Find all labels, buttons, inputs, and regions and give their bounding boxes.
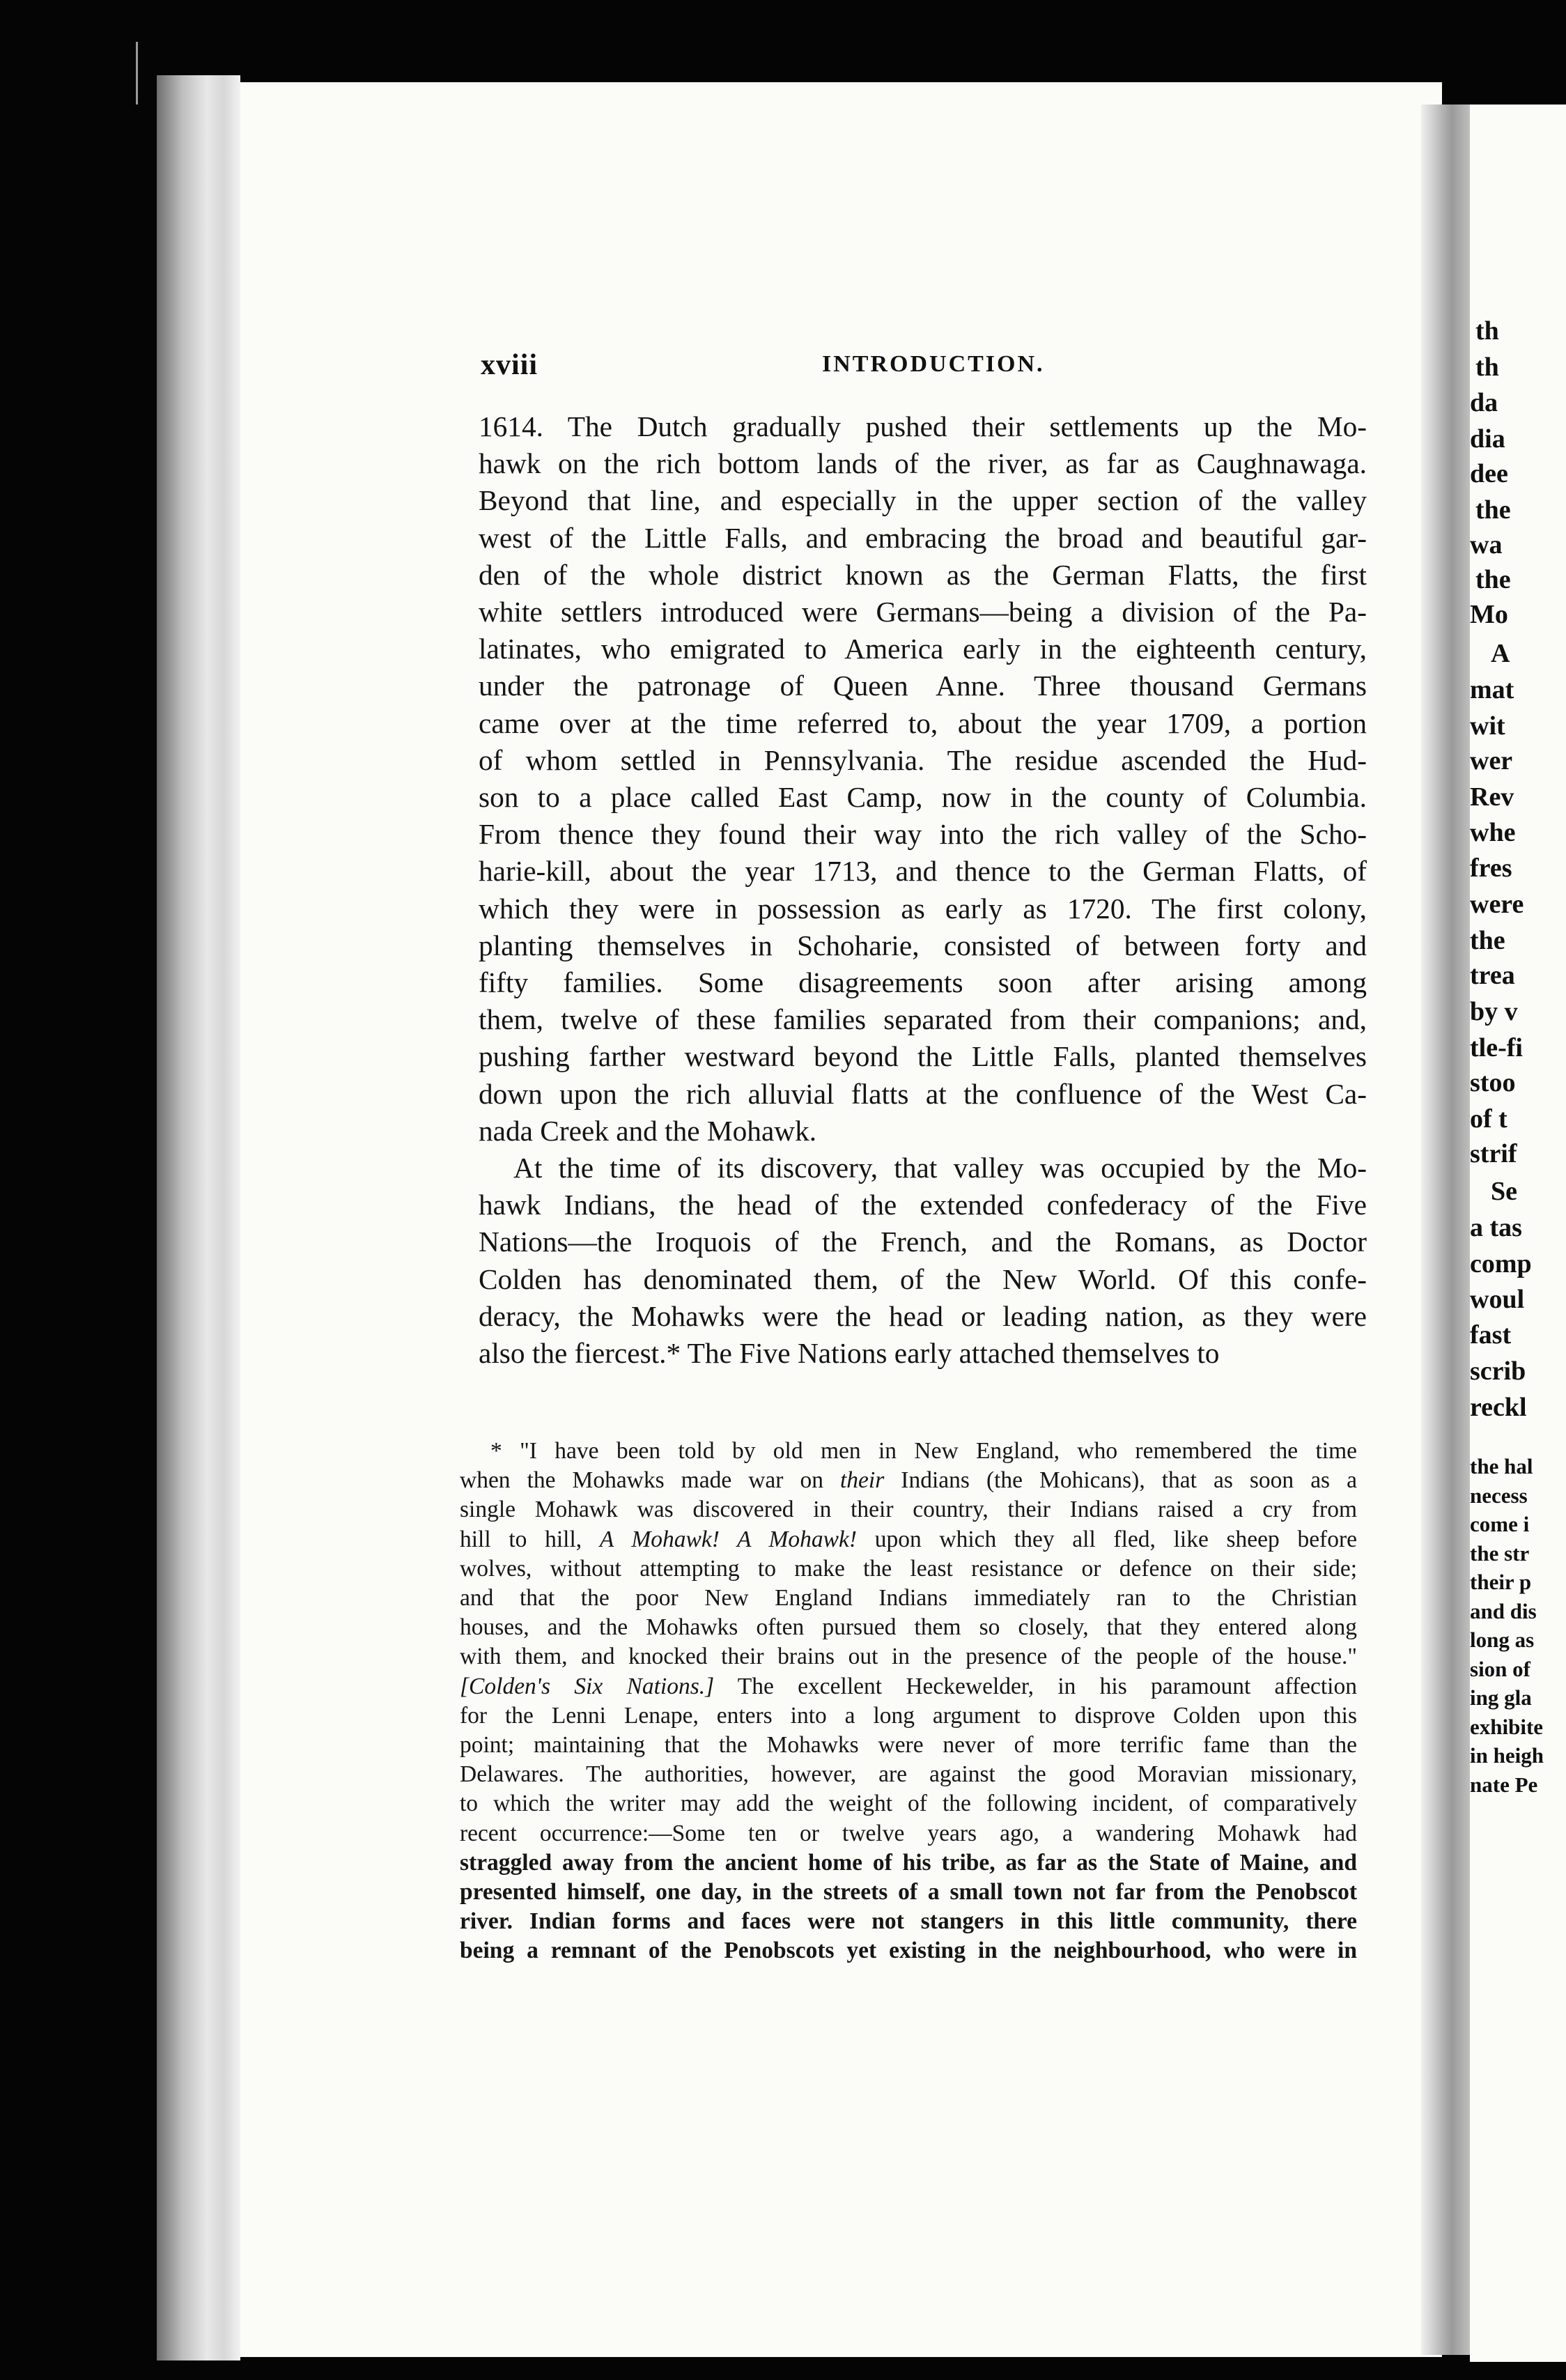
- adjacent-page-text: th: [1475, 353, 1499, 382]
- footnote-line: with them, and knocked their brains out in the presence of the people of the house.": [460, 1644, 1357, 1670]
- adjacent-page-text: dia: [1470, 424, 1505, 454]
- adjacent-page-text: necess: [1470, 1483, 1528, 1508]
- text-line: den of the whole district known as the German Flatts, the first: [479, 558, 1367, 591]
- adjacent-page-text: fres: [1470, 853, 1512, 883]
- adjacent-page-text: wa: [1470, 530, 1503, 559]
- text-line: white settlers introduced were Germans—being a division of the Pa-: [479, 596, 1367, 628]
- text-line: son to a place called East Camp, now in the county of Columbia.: [479, 781, 1367, 814]
- text-line: fifty families. Some disagreements soon after arising among: [479, 966, 1367, 999]
- text-line: latinates, who emigrated to America early in the eighteenth century,: [479, 633, 1367, 665]
- footnote-line: to which the writer may add the weight of the following incident, of comparatively: [460, 1791, 1357, 1817]
- text-line: From thence they found their way into the rich valley of the Scho-: [479, 818, 1367, 851]
- text-line: nada Creek and the Mohawk.: [479, 1114, 817, 1147]
- adjacent-page-text: nate Pe: [1470, 1772, 1538, 1797]
- footnote-line: straggled away from the ancient home of his tribe, as far as the State of Maine, and: [460, 1849, 1357, 1876]
- text-line: Nations—the Iroquois of the French, and the Romans, as Doctor: [479, 1226, 1367, 1258]
- adjacent-page-text: scrib: [1470, 1357, 1526, 1386]
- adjacent-page-text: the str: [1470, 1540, 1530, 1566]
- adjacent-page-text: come i: [1470, 1512, 1530, 1536]
- adjacent-page-text: the: [1470, 926, 1505, 955]
- adjacent-page-text: in heigh: [1470, 1743, 1544, 1768]
- text-line: down upon the rich alluvial flatts at the confluence of the West Ca-: [479, 1077, 1367, 1110]
- text-line: under the patronage of Queen Anne. Three thousand Germans: [479, 670, 1367, 702]
- footnote-line: houses, and the Mohawks often pursued them so closely, that they entered along: [460, 1614, 1357, 1641]
- footnote-line: when the Mohawks made war on their Indians (the Mohicans), that as soon as a: [460, 1467, 1357, 1494]
- adjacent-page-text: Mo: [1470, 600, 1508, 629]
- footnote-line: point; maintaining that the Mohawks were never of more terrific fame than the: [460, 1732, 1357, 1759]
- adjacent-page-text: strif: [1470, 1139, 1517, 1168]
- adjacent-page-text: of t: [1470, 1104, 1507, 1134]
- footnote-line: single Mohawk was discovered in their country, their Indians raised a cry from: [460, 1497, 1357, 1523]
- footnote-line: Delawares. The authorities, however, are against the good Moravian missionary,: [460, 1761, 1357, 1788]
- text-line: Colden has denominated them, of the New World. Of this confe-: [479, 1262, 1367, 1295]
- adjacent-page-text: Rev: [1470, 782, 1514, 812]
- text-line: which they were in possession as early as 1720. The first colony,: [479, 892, 1367, 925]
- text-line: west of the Little Falls, and embracing the broad and beautiful gar-: [479, 521, 1367, 554]
- text-line: At the time of its discovery, that valley was occupied by the Mo-: [513, 1152, 1367, 1184]
- footnote: [460, 1437, 1357, 1966]
- footnote-line: hill to hill, A Mohawk! A Mohawk! upon which they all fled, like sheep before: [460, 1526, 1357, 1552]
- adjacent-page-text: da: [1470, 388, 1498, 417]
- footnote-line: wolves, without attempting to make the least resistance or defence on their side;: [460, 1555, 1357, 1582]
- adjacent-page-text: sion of: [1470, 1656, 1530, 1681]
- page-header: [481, 348, 1358, 390]
- adjacent-page-text: th: [1475, 316, 1499, 346]
- adjacent-page-text: A: [1491, 639, 1510, 668]
- text-line: harie-kill, about the year 1713, and thence to the German Flatts, of: [479, 855, 1367, 888]
- text-line: came over at the time referred to, about the year 1709, a portion: [479, 706, 1367, 739]
- adjacent-page-text: the: [1475, 495, 1511, 525]
- adjacent-page-text: dee: [1470, 459, 1508, 488]
- adjacent-page-text: ing gla: [1470, 1685, 1532, 1710]
- footnote-line: being a remnant of the Penobscots yet existing in the neighbourhood, who were in: [460, 1938, 1357, 1964]
- adjacent-page-text: reckl: [1470, 1393, 1527, 1422]
- adjacent-page-text: wer: [1470, 746, 1513, 775]
- text-line: of whom settled in Pennsylvania. The residue ascended the Hud-: [479, 743, 1367, 776]
- book-binding-edge: [157, 75, 240, 2360]
- footnote-line: for the Lenni Lenape, enters into a long argument to disprove Colden upon this: [460, 1702, 1357, 1729]
- adjacent-page-text: Se: [1491, 1177, 1517, 1206]
- text-line: also the fiercest.* The Five Nations early attached themselves to: [479, 1337, 1220, 1370]
- adjacent-page-text: whe: [1470, 818, 1516, 847]
- adjacent-page-text: a tas: [1470, 1213, 1522, 1242]
- adjacent-page-text: the: [1475, 565, 1511, 594]
- text-line: Beyond that line, and especially in the upper section of the valley: [479, 484, 1367, 517]
- body-text: [479, 408, 1367, 1372]
- running-title: INTRODUCTION.: [822, 351, 1045, 377]
- text-line: pushing farther westward beyond the Little Falls, planted themselves: [479, 1040, 1367, 1073]
- adjacent-page-text: wit: [1470, 711, 1505, 741]
- footnote-line: presented himself, one day, in the streets of a small town not far from the Penobscot: [460, 1879, 1357, 1906]
- footnote-line: recent occurrence:—Some ten or twelve years ago, a wandering Mohawk had: [460, 1820, 1357, 1846]
- footnote-line: and that the poor New England Indians immediately ran to the Christian: [460, 1585, 1357, 1612]
- text-line: them, twelve of these families separated from their companions; and,: [479, 1003, 1367, 1036]
- adjacent-page-text: fast: [1470, 1320, 1512, 1350]
- footnote-line: river. Indian forms and faces were not stangers in this little community, there: [460, 1908, 1357, 1935]
- adjacent-page-text: and dis: [1470, 1598, 1537, 1623]
- adjacent-page-text: were: [1470, 890, 1524, 919]
- adjacent-page-text: long as: [1470, 1628, 1535, 1652]
- adjacent-page-text: the hal: [1470, 1454, 1533, 1478]
- adjacent-page-text: woul: [1470, 1285, 1525, 1314]
- text-line: hawk on the rich bottom lands of the river, as far as Caughnawaga.: [479, 447, 1367, 480]
- adjacent-page-text: exhibite: [1470, 1714, 1544, 1739]
- adjacent-page-text: stoo: [1470, 1068, 1516, 1097]
- adjacent-page-text: mat: [1470, 675, 1514, 704]
- page-number: xviii: [481, 349, 538, 381]
- adjacent-page-text: tle-fi: [1470, 1033, 1523, 1062]
- footnote-line: * "I have been told by old men in New England, who remembered the time: [490, 1438, 1357, 1464]
- adjacent-page-fragment: [1470, 105, 1566, 2362]
- footnote-line: [Colden's Six Nations.] The excellent Heckewelder, in his paramount affection: [460, 1673, 1357, 1699]
- adjacent-page-text: their p: [1470, 1570, 1532, 1594]
- scan-edge-mark: [136, 42, 150, 105]
- adjacent-page-text: by v: [1470, 997, 1518, 1026]
- text-line: 1614. The Dutch gradually pushed their settlements up the Mo-: [479, 410, 1367, 442]
- text-line: hawk Indians, the head of the extended confederacy of the Five: [479, 1189, 1367, 1221]
- text-line: planting themselves in Schoharie, consisted of between forty and: [479, 929, 1367, 961]
- text-line: deracy, the Mohawks were the head or leading nation, as they were: [479, 1299, 1367, 1332]
- adjacent-page-text: comp: [1470, 1249, 1532, 1278]
- adjacent-page-text: trea: [1470, 961, 1515, 990]
